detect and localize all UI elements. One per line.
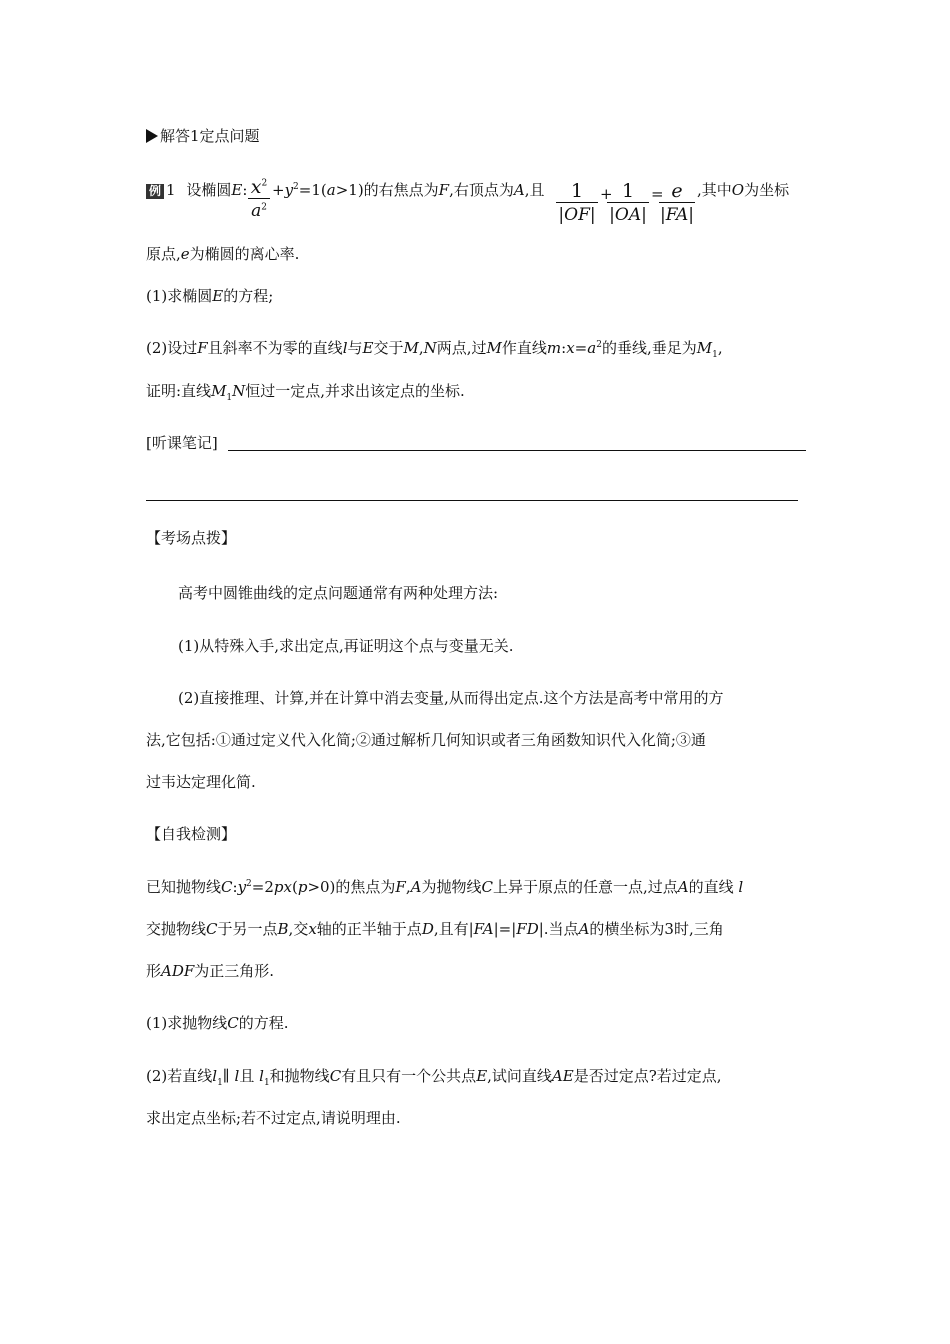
example-question-1: (1)求椭圆E的方程;: [146, 287, 274, 305]
equals-sign: =: [651, 185, 664, 203]
check-line-3: 形ADF为正三角形.: [146, 962, 275, 980]
example-line-1c: ,其中O为坐标: [697, 181, 790, 199]
check-line-2: 交抛物线C于另一点B,交x轴的正半轴于点D,且有|FA|=|FD|.当点A的横坐标为3时,三角: [146, 920, 724, 938]
tips-paragraph-3-line-2: 法,它包括:①通过定义代入化简;②通过解析几何知识或者三角函数知识代入化简;③通: [146, 731, 706, 749]
notes-label: [听课笔记]: [146, 434, 218, 452]
triangle-marker-icon: [146, 129, 158, 143]
example-line-1b: $+y^2=1(a>1)$的右焦点为F,右顶点为A,且: [272, 181, 545, 199]
ellipse-fraction: $x^2$ $a^2$: [248, 176, 270, 223]
tips-paragraph-3: (2)直接推理、计算,并在计算中消去变量,从而得出定点.这个方法是高考中常用的方: [178, 689, 724, 707]
tips-paragraph-2: (1)从特殊入手,求出定点,再证明这个点与变量无关.: [178, 637, 514, 655]
fraction-1-over-OA: 1 |OA|: [607, 180, 649, 227]
fraction-1-over-OF: 1 |OF|: [556, 180, 598, 227]
fraction-e-over-FA: e |FA|: [659, 180, 695, 225]
tips-paragraph-3-line-3: 过韦达定理化简.: [146, 773, 256, 791]
section-heading: 解答1定点问题: [146, 126, 260, 146]
check-title: 【自我检测】: [146, 825, 237, 843]
check-line-1: 已知抛物线$C:y^2=2px(p>0)$的焦点为F,A为抛物线C上异于原点的任意一点,过点A的直线 l: [146, 878, 744, 896]
plus-sign: +: [600, 185, 613, 203]
notes-line-2: [146, 500, 798, 501]
check-question-1: (1)求抛物线C的方程.: [146, 1014, 289, 1032]
example-line-1: 例 1 设椭圆E:: [146, 180, 247, 200]
tips-paragraph-1: 高考中圆锥曲线的定点问题通常有两种处理方法:: [178, 584, 499, 602]
example-question-2-cont: 证明:直线$M_1N$恒过一定点,并求出该定点的坐标.: [146, 382, 465, 403]
tips-title: 【考场点拨】: [146, 529, 237, 547]
check-question-2-cont: 求出定点坐标;若不过定点,请说明理由.: [146, 1109, 401, 1127]
check-question-2: (2)若直线$l_1\parallel$ l且 $l_1$和抛物线C有且只有一个公共点E,试问直线AE是否过定点?若过定点,: [146, 1067, 722, 1088]
example-question-2: (2)设过F且斜率不为零的直线l与E交于M,N两点,过M作直线$m:x=a^2$的垂线,垂足为$M_1$,: [146, 339, 723, 360]
example-line-2: 原点,e为椭圆的离心率.: [146, 245, 300, 263]
example-badge: 例: [146, 184, 164, 199]
notes-line-1: [228, 450, 806, 451]
